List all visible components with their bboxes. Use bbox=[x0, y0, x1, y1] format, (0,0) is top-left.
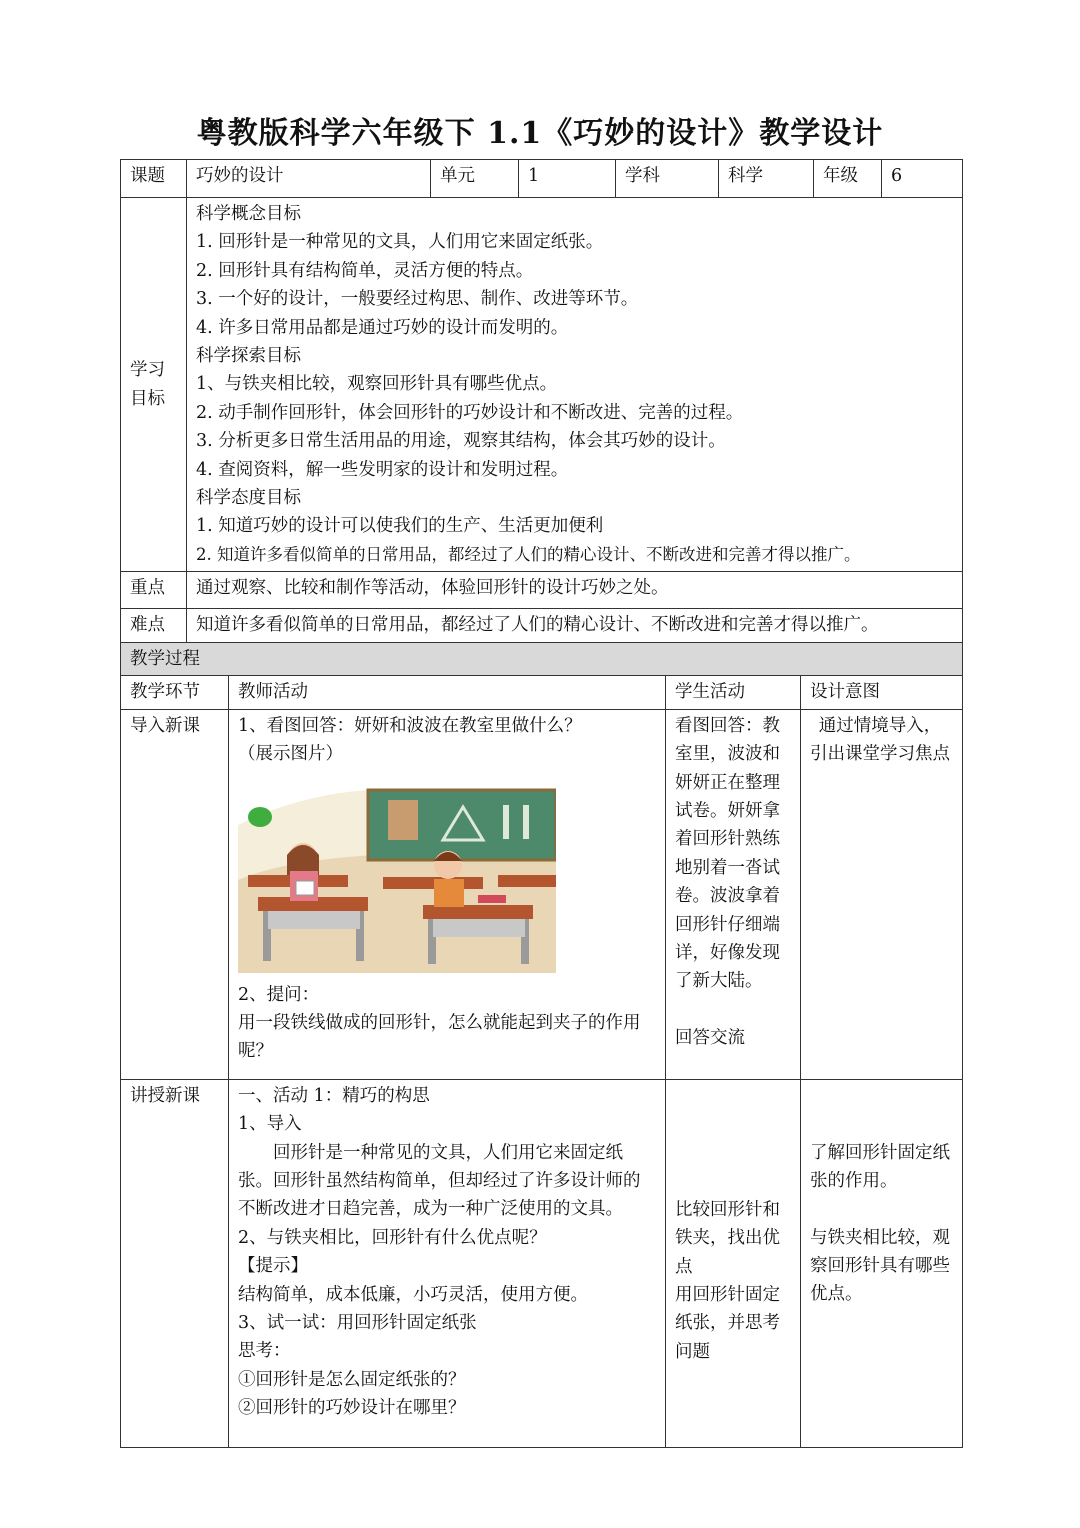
objectives-content bbox=[187, 198, 963, 572]
objective-line: 2. 回形针具有结构简单，灵活方便的特点。 bbox=[196, 260, 534, 281]
student-exchange: 回答交流 bbox=[675, 1027, 745, 1048]
unit-label: 单元 bbox=[431, 160, 519, 198]
step-1: 1、导入 bbox=[238, 1114, 302, 1135]
grade-label: 年级 bbox=[814, 160, 882, 198]
difficulty-label: 难点 bbox=[121, 609, 187, 646]
question-2: 2、提问： bbox=[238, 984, 320, 1005]
intent-text: 通过情境导入，引出课堂学习焦点 bbox=[810, 715, 950, 765]
hint-text: 结构简单，成本低廉，小巧灵活，使用方便。 bbox=[238, 1284, 588, 1305]
objective-line: 1. 回形针是一种常见的文具，人们用它来固定纸张。 bbox=[196, 232, 604, 253]
objective-line: 3. 分析更多日常生活用品的用途，观察其结构，体会其巧妙的设计。 bbox=[196, 431, 726, 452]
unit-value: 1 bbox=[519, 160, 616, 198]
document-title: 粤教版科学六年级下 1.1《巧妙的设计》教学设计 bbox=[196, 116, 884, 151]
objective-line: 2. 动手制作回形针，体会回形针的巧妙设计和不断改进、完善的过程。 bbox=[196, 402, 744, 423]
column-header-intent: 设计意图 bbox=[801, 676, 963, 709]
subject-label: 学科 bbox=[616, 160, 719, 198]
key-point-label: 重点 bbox=[121, 572, 187, 609]
teacher-activity-teach bbox=[229, 1079, 666, 1447]
classroom-illustration bbox=[238, 785, 556, 973]
objective-line: 2. 知道许多看似简单的日常用品，都经过了人们的精心设计、不断改进和完善才得以推广。 bbox=[196, 544, 861, 564]
think-question-2: ②回形针的巧妙设计在哪里？ bbox=[238, 1398, 466, 1419]
stage-teach: 讲授新课 bbox=[121, 1079, 229, 1447]
objective-line: 1、与铁夹相比较，观察回形针具有哪些优点。 bbox=[196, 374, 558, 395]
think-label: 思考： bbox=[238, 1341, 291, 1362]
question-1: 1、看图回答：妍妍和波波在教室里做什么？ bbox=[238, 715, 582, 736]
objective-line: 4. 许多日常用品都是通过巧妙的设计而发明的。 bbox=[196, 317, 569, 338]
objective-line: 科学探索目标 bbox=[196, 346, 301, 367]
question-2-text: 用一段铁线做成的回形针，怎么就能起到夹子的作用呢？ bbox=[238, 1013, 641, 1062]
activity-title: 一、活动 1：精巧的构思 bbox=[238, 1085, 430, 1106]
difficulty-text: 知道许多看似简单的日常用品，都经过了人们的精心设计、不断改进和完善才得以推广。 bbox=[187, 609, 963, 646]
stage-intro: 导入新课 bbox=[121, 709, 229, 1079]
teaching-process-table bbox=[120, 642, 963, 1448]
lesson-info-table bbox=[120, 159, 963, 646]
objective-line: 科学态度目标 bbox=[196, 488, 301, 509]
grade-value: 6 bbox=[882, 160, 963, 198]
hint-label: 【提示】 bbox=[238, 1256, 308, 1277]
step-2: 2、与铁夹相比，回形针有什么优点呢？ bbox=[238, 1227, 547, 1248]
column-header-teacher: 教师活动 bbox=[229, 676, 666, 709]
think-question-1: ①回形针是怎么固定纸张的？ bbox=[238, 1369, 466, 1390]
key-point-text: 通过观察、比较和制作等活动，体验回形针的设计巧妙之处。 bbox=[187, 572, 963, 609]
student-compare: 比较回形针和铁夹，找出优点 bbox=[675, 1199, 780, 1277]
objective-line: 3. 一个好的设计，一般要经过构思、制作、改进等环节。 bbox=[196, 289, 639, 310]
objective-line: 4. 查阅资料，解一些发明家的设计和发明过程。 bbox=[196, 459, 569, 480]
column-header-student: 学生活动 bbox=[666, 676, 801, 709]
design-intent-intro bbox=[801, 709, 963, 1079]
topic-value: 巧妙的设计 bbox=[187, 160, 431, 198]
student-activity-teach bbox=[666, 1079, 801, 1447]
student-try: 用回形针固定纸张，并思考问题 bbox=[675, 1285, 780, 1362]
student-activity-intro bbox=[666, 709, 801, 1079]
topic-label: 课题 bbox=[121, 160, 187, 198]
subject-value: 科学 bbox=[719, 160, 814, 198]
show-picture-note: （展示图片） bbox=[238, 744, 343, 765]
objectives-label: 学习目标 bbox=[121, 198, 187, 572]
design-intent-teach bbox=[801, 1079, 963, 1447]
process-section-header: 教学过程 bbox=[121, 643, 963, 676]
objective-line: 1. 知道巧妙的设计可以使我们的生产、生活更加便利 bbox=[196, 516, 604, 537]
step-1-text: 回形针是一种常见的文具，人们用它来固定纸张。回形针虽然结构简单，但却经过了许多设计师的不断改进才日趋完善，成为一种广泛使用的文具。 bbox=[238, 1142, 641, 1220]
objective-line: 科学概念目标 bbox=[196, 204, 301, 224]
column-header-stage: 教学环节 bbox=[121, 676, 229, 709]
teacher-activity-intro bbox=[229, 709, 666, 1079]
intent-2: 与铁夹相比较，观察回形针具有哪些优点。 bbox=[810, 1227, 950, 1305]
intent-1: 了解回形针固定纸张的作用。 bbox=[810, 1142, 950, 1192]
student-answer: 看图回答：教室里，波波和妍妍正在整理试卷。妍妍拿着回形针熟练地别着一沓试卷。波波拿着回形针仔细端详，好像发现了新大陆。 bbox=[675, 715, 780, 992]
step-3: 3、试一试：用回形针固定纸张 bbox=[238, 1313, 477, 1334]
